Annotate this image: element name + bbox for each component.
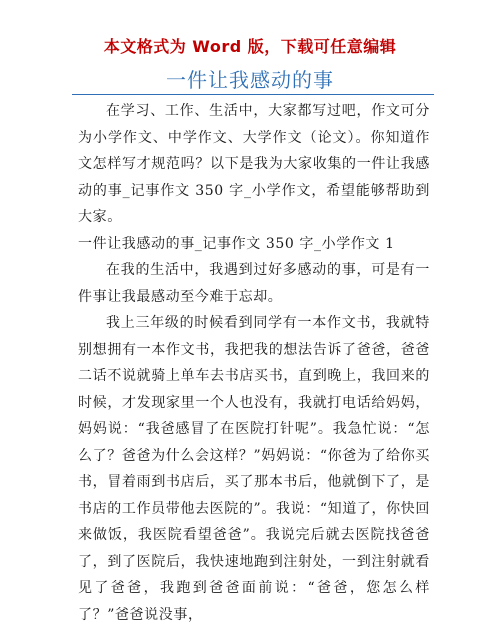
document-body xyxy=(78,98,430,628)
body-paragraph: 我上三年级的时候看到同学有一本作文书，我就特别想拥有一本作文书，我把我的想法告诉了爸爸，爸爸二话不说就骑上单车去书店买书，直到晚上，我回来的时候，才发现家里一个人也没有，我就打电话给妈妈，妈妈说：“我爸感冒了在医院打针呢”。我急忙说：“怎么了？爸爸为什么会这样？”妈妈说：“你爸为了给你买书，冒着雨到书店后，买了那本书后，他就倒下了，是书店的工作员带他去医院的”。我说：“知道了，你快回来做饭，我医院看望爸爸”。我说完后就去医院找爸爸了，到了医院后，我快速地跑到注射处，一到注射就看见了爸爸，我跑到爸爸面前说：“爸爸，您怎么样了？”爸爸说没事， xyxy=(78,315,430,623)
body-paragraph: 在我的生活中，我遇到过好多感动的事，可是有一件事让我最感动至今难于忘却。 xyxy=(78,262,430,305)
document-banner: 本文格式为 Word 版，下载可任意编辑 xyxy=(103,37,397,56)
title-divider xyxy=(72,94,434,95)
intro-paragraph: 在学习、工作、生活中，大家都写过吧，作文可分为小学作文、中学作文、大学作文（论文）。你知道作文怎样写才规范吗？以下是我为大家收集的一件让我感动的事_记事作文 350 字_小学作文，希望能够帮助到大家。 xyxy=(78,103,430,225)
document-title: 一件让我感动的事 xyxy=(166,68,334,92)
section-heading: 一件让我感动的事_记事作文 350 字_小学作文 1 xyxy=(78,235,395,252)
